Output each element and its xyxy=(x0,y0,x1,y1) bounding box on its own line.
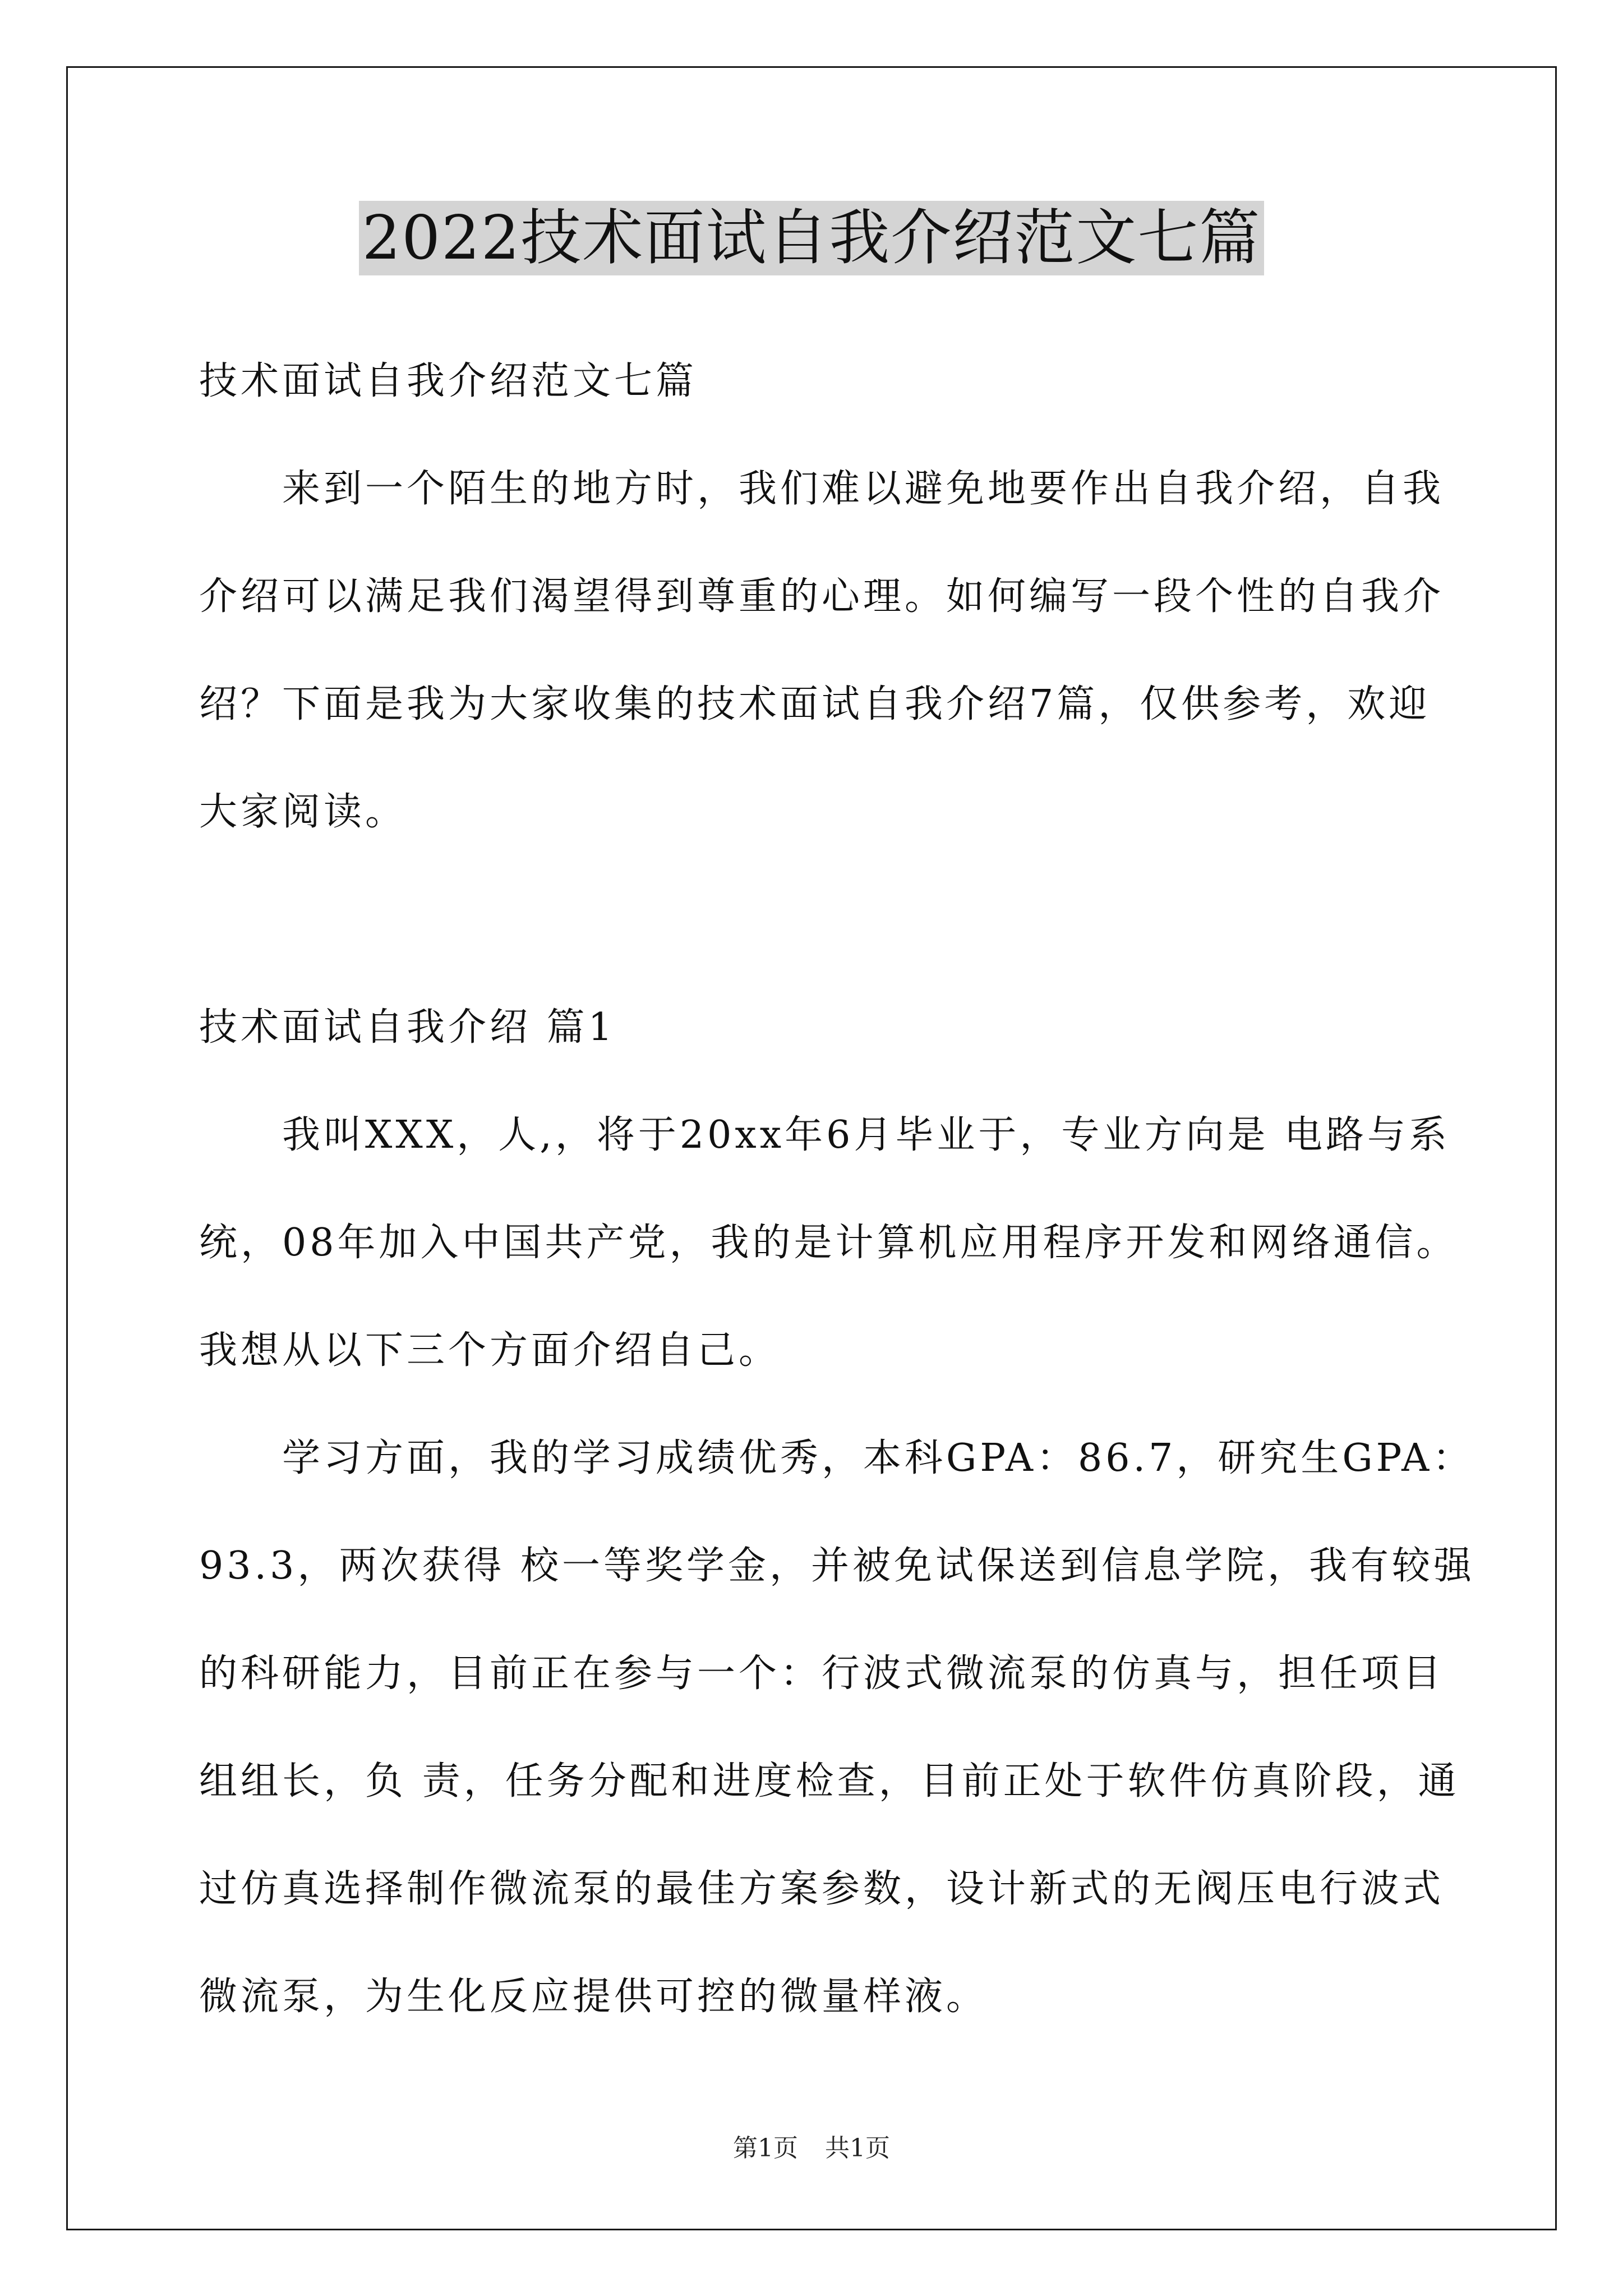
document-title xyxy=(0,196,1623,280)
document-subtitle: 技术面试自我介绍范文七篇 xyxy=(199,359,698,403)
paragraph-line: 学习方面，我的学习成绩优秀，本科GPA：86.7，研究生GPA： xyxy=(282,1436,1474,1480)
paragraph-line: 组组长，负 责，任务分配和进度检查，目前正处于软件仿真阶段，通 xyxy=(199,1759,1460,1803)
paragraph-line: 我叫XXX，人,，将于20xx年6月毕业于，专业方向是 电路与系 xyxy=(282,1113,1450,1157)
document-title-text: 2022技术面试自我介绍范文七篇 xyxy=(359,201,1265,275)
paragraph-line: 来到一个陌生的地方时，我们难以避免地要作出自我介绍，自我 xyxy=(282,467,1445,511)
document-body xyxy=(199,348,1476,2071)
paragraph-line: 微流泵，为生化反应提供可控的微量样液。 xyxy=(199,1975,988,2019)
section-heading: 技术面试自我介绍 篇1 xyxy=(199,1005,616,1050)
paragraph-line: 93.3，两次获得 校一等奖学金，并被免试保送到信息学院，我有较强 xyxy=(199,1544,1476,1588)
paragraph-line: 我想从以下三个方面介绍自己。 xyxy=(199,1328,781,1373)
page-footer xyxy=(0,2132,1623,2165)
page-number: 第1页 xyxy=(733,2134,798,2162)
paragraph-line: 介绍可以满足我们渴望得到尊重的心理。如何编写一段个性的自我介 xyxy=(199,574,1445,619)
paragraph-line: 的科研能力，目前正在参与一个：行波式微流泵的仿真与，担任项目 xyxy=(199,1651,1445,1696)
paragraph-line: 统，08年加入中国共产党，我的是计算机应用程序开发和网络通信。 xyxy=(199,1221,1458,1265)
paragraph-line: 大家阅读。 xyxy=(199,790,407,834)
blank-line xyxy=(199,886,1450,994)
paragraph-line: 过仿真选择制作微流泵的最佳方案参数，设计新式的无阀压电行波式 xyxy=(199,1867,1445,1911)
page-total: 共1页 xyxy=(825,2134,890,2162)
paragraph-line: 绍？下面是我为大家收集的技术面试自我介绍7篇，仅供参考，欢迎 xyxy=(199,682,1431,726)
